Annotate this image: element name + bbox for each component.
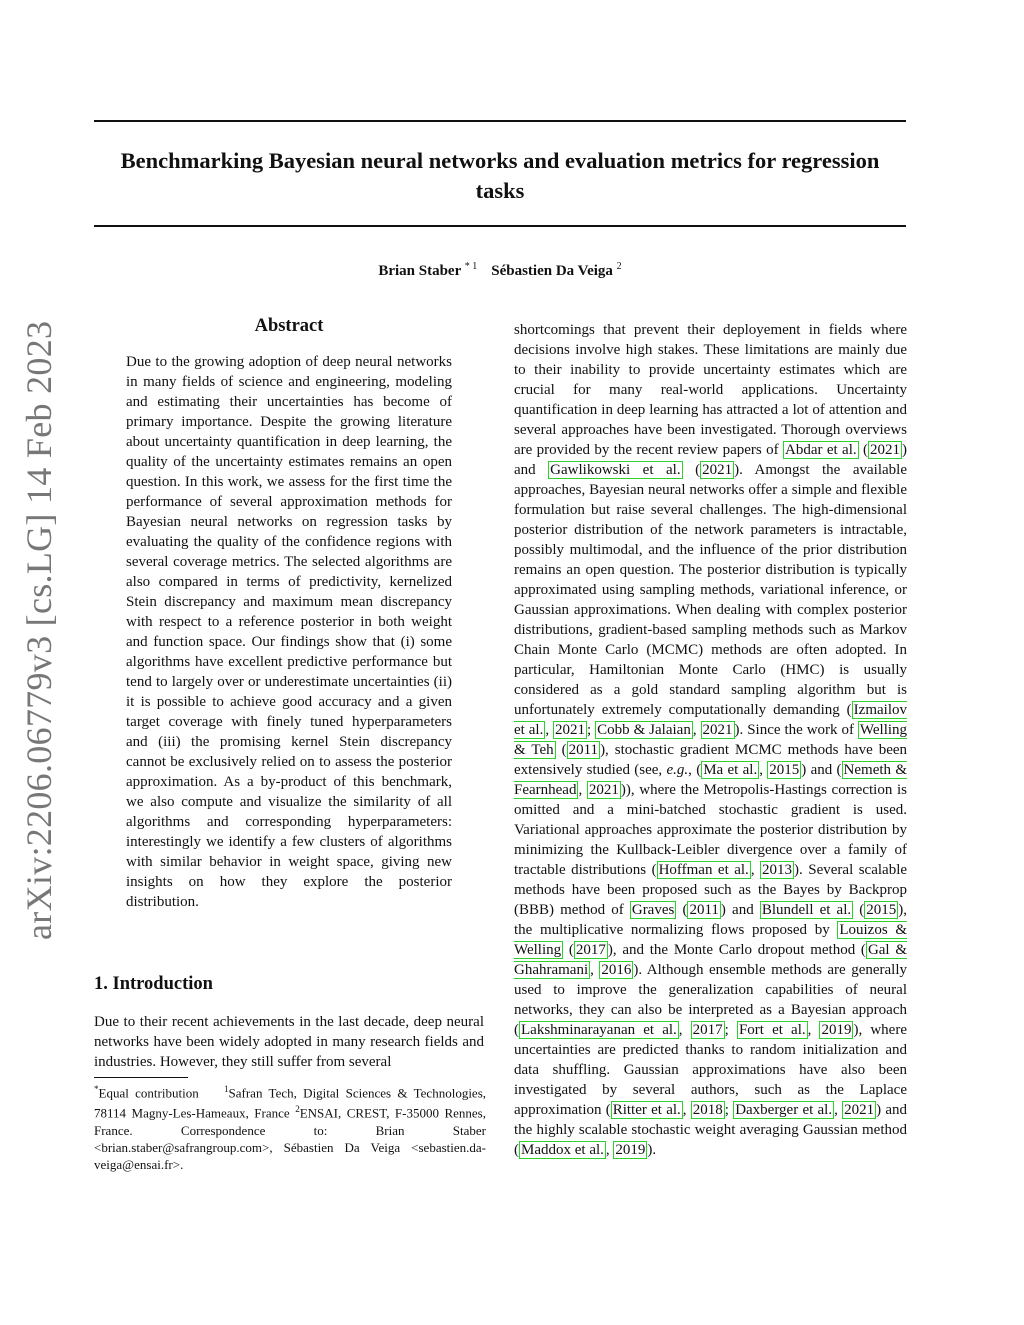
body-text: ) and — [720, 902, 760, 918]
body-text: , — [682, 1102, 691, 1118]
citation-link[interactable]: 2017 — [575, 942, 606, 958]
body-text: ( — [563, 942, 574, 958]
citation-link[interactable]: 2021 — [702, 722, 733, 738]
body-text: ( — [676, 902, 688, 918]
arxiv-watermark: arXiv:2206.06779v3 [cs.LG] 14 Feb 2023 — [19, 320, 59, 940]
body-text: ; — [724, 1022, 737, 1038]
citation-link[interactable]: Graves — [631, 902, 675, 918]
footnote-mark-1: 1 — [224, 1084, 229, 1094]
body-text: ) and ( — [801, 762, 842, 778]
citation-link[interactable]: Louizos & Welling — [514, 922, 907, 958]
citation-link[interactable]: 2019 — [821, 1022, 852, 1038]
footnote-rule — [94, 1077, 188, 1078]
citation-link[interactable]: Fort et al. — [738, 1022, 806, 1038]
footnote-mark-equal: * — [94, 1084, 99, 1094]
body-text: ). Amongst the available approaches, Bayesian neural networks offer a simple and flexible formulation but raise several challenges. The high-dimensional posterior distribution of the network parameters is intractable, possibly multimodal, and the influence of the prior distribution remains an open question. The posterior distribution is typically approximated using sampling methods, variational inference, or Gaussian approximations. When dealing with complex posterior distributions, gradient-based sampling methods such as Markov Chain Monte Carlo (MCMC) methods are often adopted. In particular, Hamiltonian Monte Carlo (HMC) is usually considered as a gold standard sampling algorithm but is unfortunately extremely computationally demanding ( — [514, 462, 907, 718]
citation-link[interactable]: 2021 — [588, 782, 619, 798]
citation-link[interactable]: Nemeth & Fearnhead — [514, 762, 908, 798]
citation-link[interactable]: 2011 — [568, 742, 599, 758]
citation-link[interactable]: 2013 — [762, 862, 793, 878]
citation-link[interactable]: Ritter et al. — [612, 1102, 681, 1118]
citation-link[interactable]: Gal & Ghahramani — [514, 942, 908, 978]
body-text: ). Although ensemble methods are generally used to improve the generalization capabilities of neural networks, they can also be interpreted as a Bayesian approach ( — [514, 962, 907, 1038]
introduction-continued — [514, 320, 907, 1160]
paper-title: Benchmarking Bayesian neural networks and evaluation metrics for regression tasks — [120, 148, 880, 203]
body-text: , — [807, 1022, 820, 1038]
footnote-affiliation-1: Safran Tech, Digital Sciences & Technologies, 78114 Magny-Les-Hameaux, France — [94, 1085, 487, 1121]
body-text: ) and — [514, 442, 907, 478]
body-text-italic: e.g. — [666, 762, 689, 778]
body-text: , — [605, 1142, 614, 1158]
body-text: ). Several scalable methods have been proposed such as the Bayes by Backprop (BBB) method of — [514, 862, 908, 918]
body-text: , — [750, 862, 761, 878]
citation-link[interactable]: 2019 — [615, 1142, 646, 1158]
author-2-affiliation-mark: 2 — [616, 261, 622, 272]
citation-link[interactable]: Lakshminarayanan et al. — [521, 1022, 677, 1038]
footnote-equal-contribution: Equal contribution — [98, 1085, 199, 1101]
citation-link[interactable]: 2018 — [692, 1102, 723, 1118]
footnote-affiliation-2: ENSAI, CREST, F-35000 Rennes, France. Correspondence to: Brian Staber <brian.staber@safrangroup.com>, Sébastien Da Veiga <sebastien.da-veiga@ensai.fr>. — [94, 1105, 486, 1172]
citation-link[interactable]: Blundell et al. — [761, 902, 852, 918]
body-text: ), and the Monte Carlo dropout method ( — [607, 942, 866, 958]
abstract-heading: Abstract — [254, 316, 324, 336]
author-line — [94, 261, 906, 280]
citation-link[interactable]: 2011 — [689, 902, 719, 918]
citation-link[interactable]: Ma et al. — [703, 762, 758, 778]
citation-link[interactable]: Maddox et al. — [521, 1142, 604, 1158]
body-text: , — [590, 962, 600, 978]
title-rule-top — [94, 120, 906, 122]
body-text: , — [678, 1022, 691, 1038]
author-1: Brian Staber — [378, 263, 461, 279]
body-text: shortcomings that prevent their deployement in fields where decisions involve high stakes. These limitations are mainly due to their inability to provide uncertainty estimates which are crucial for many real-world applications. Uncertainty quantification in deep learning has attracted a lot of attention and several approaches have been investigated. Thorough overviews are provided by the recent review papers of — [514, 322, 907, 458]
citation-link[interactable]: 2021 — [870, 442, 900, 458]
body-text: , — [834, 1102, 843, 1118]
citation-link[interactable]: Hoffman et al. — [658, 862, 749, 878]
body-text: ( — [858, 442, 868, 458]
body-text: ; — [724, 1102, 734, 1118]
body-text: ), the multiplicative normalizing flows proposed by — [514, 902, 908, 938]
citation-link[interactable]: 2016 — [601, 962, 632, 978]
body-text: ( — [555, 742, 567, 758]
citation-link[interactable]: 2017 — [692, 1022, 723, 1038]
citation-link[interactable]: Gawlikowski et al. — [550, 462, 681, 478]
body-text: , — [578, 782, 587, 798]
citation-link[interactable]: 2015 — [866, 902, 897, 918]
citation-link[interactable]: 2015 — [769, 762, 800, 778]
body-text: ; — [587, 722, 596, 738]
author-1-affiliation-mark: * 1 — [464, 261, 478, 272]
body-text: ). Since the work of — [734, 722, 858, 738]
footnote — [94, 1081, 486, 1173]
abstract-text: Due to the growing adoption of deep neural networks in many fields of science and engineering, modeling and estimating their uncertainties has become of primary importance. Despite the growing literature about uncertainty quantification in deep learning, the quality of the uncertainty estimates remains an open question. In this work, we assess for the first time the performance of several approximation methods for Bayesian neural networks on regression tasks by evaluating the quality of the confidence regions with several coverage metrics. The selected algorithms are also compared in terms of predictivity, kernelized Stein discrepancy and maximum mean discrepancy with respect to a reference posterior in both weight and function space. Our findings show that (i) some algorithms have excellent predictive performance but tend to largely over or underestimate uncertainties (ii) it is possible to achieve good accuracy and a given target coverage with finely tuned hyperparameters and (iii) the promising kernel Stein discrepancy cannot be exclusively relied on to assess the posterior approximation. As a by-product of this benchmark, we also compute and visualize the similarity of all algorithms and corresponding hyperparameters: interestingly we identify a few clusters of algorithms with similar behavior in weight space, giving new insights on how they explore the posterior distribution. — [126, 354, 452, 910]
body-text: ), stochastic gradient MCMC methods have been extensively studied (see, — [514, 742, 908, 778]
title-rule-bottom — [94, 225, 906, 227]
citation-link[interactable]: Welling & Teh — [514, 722, 908, 758]
citation-link[interactable]: 2021 — [844, 1102, 875, 1118]
author-2: Sébastien Da Veiga — [491, 263, 613, 279]
footnote-mark-2: 2 — [295, 1104, 300, 1115]
citation-link[interactable]: Cobb & Jalaian — [597, 722, 691, 738]
body-text: , ( — [688, 762, 702, 778]
citation-link[interactable]: 2021 — [702, 462, 733, 478]
body-text: ( — [853, 902, 865, 918]
body-text: ) and the highly scalable stochastic weight averaging Gaussian method ( — [514, 1102, 908, 1158]
body-text: ( — [682, 462, 701, 478]
citation-link[interactable]: Izmailov et al. — [514, 702, 907, 738]
body-text: , — [545, 722, 554, 738]
citation-link[interactable]: Abdar et al. — [785, 442, 857, 458]
body-text: ), where uncertainties are predicted thanks to random initialization and data shuffling. Gaussian approximations have also been investigated by several authors, such as the Laplace approximation ( — [514, 1022, 907, 1118]
body-text: , — [759, 762, 768, 778]
citation-link[interactable]: Daxberger et al. — [735, 1102, 833, 1118]
body-text: ). — [647, 1142, 657, 1158]
body-text: , — [692, 722, 701, 738]
body-text: )), where the Metropolis-Hastings correction is omitted and a mini-batched stochastic gradient is used. Variational approaches approximate the posterior distribution by minimizing the Kullback-Leibler divergence over a family of tractable distributions ( — [514, 782, 907, 878]
introduction-text: Due to their recent achievements in the last decade, deep neural networks have been widely adopted in many research fields and industries. However, they still suffer from several — [94, 1014, 484, 1070]
citation-link[interactable]: 2021 — [555, 722, 586, 738]
introduction-heading: 1. Introduction — [94, 974, 213, 994]
